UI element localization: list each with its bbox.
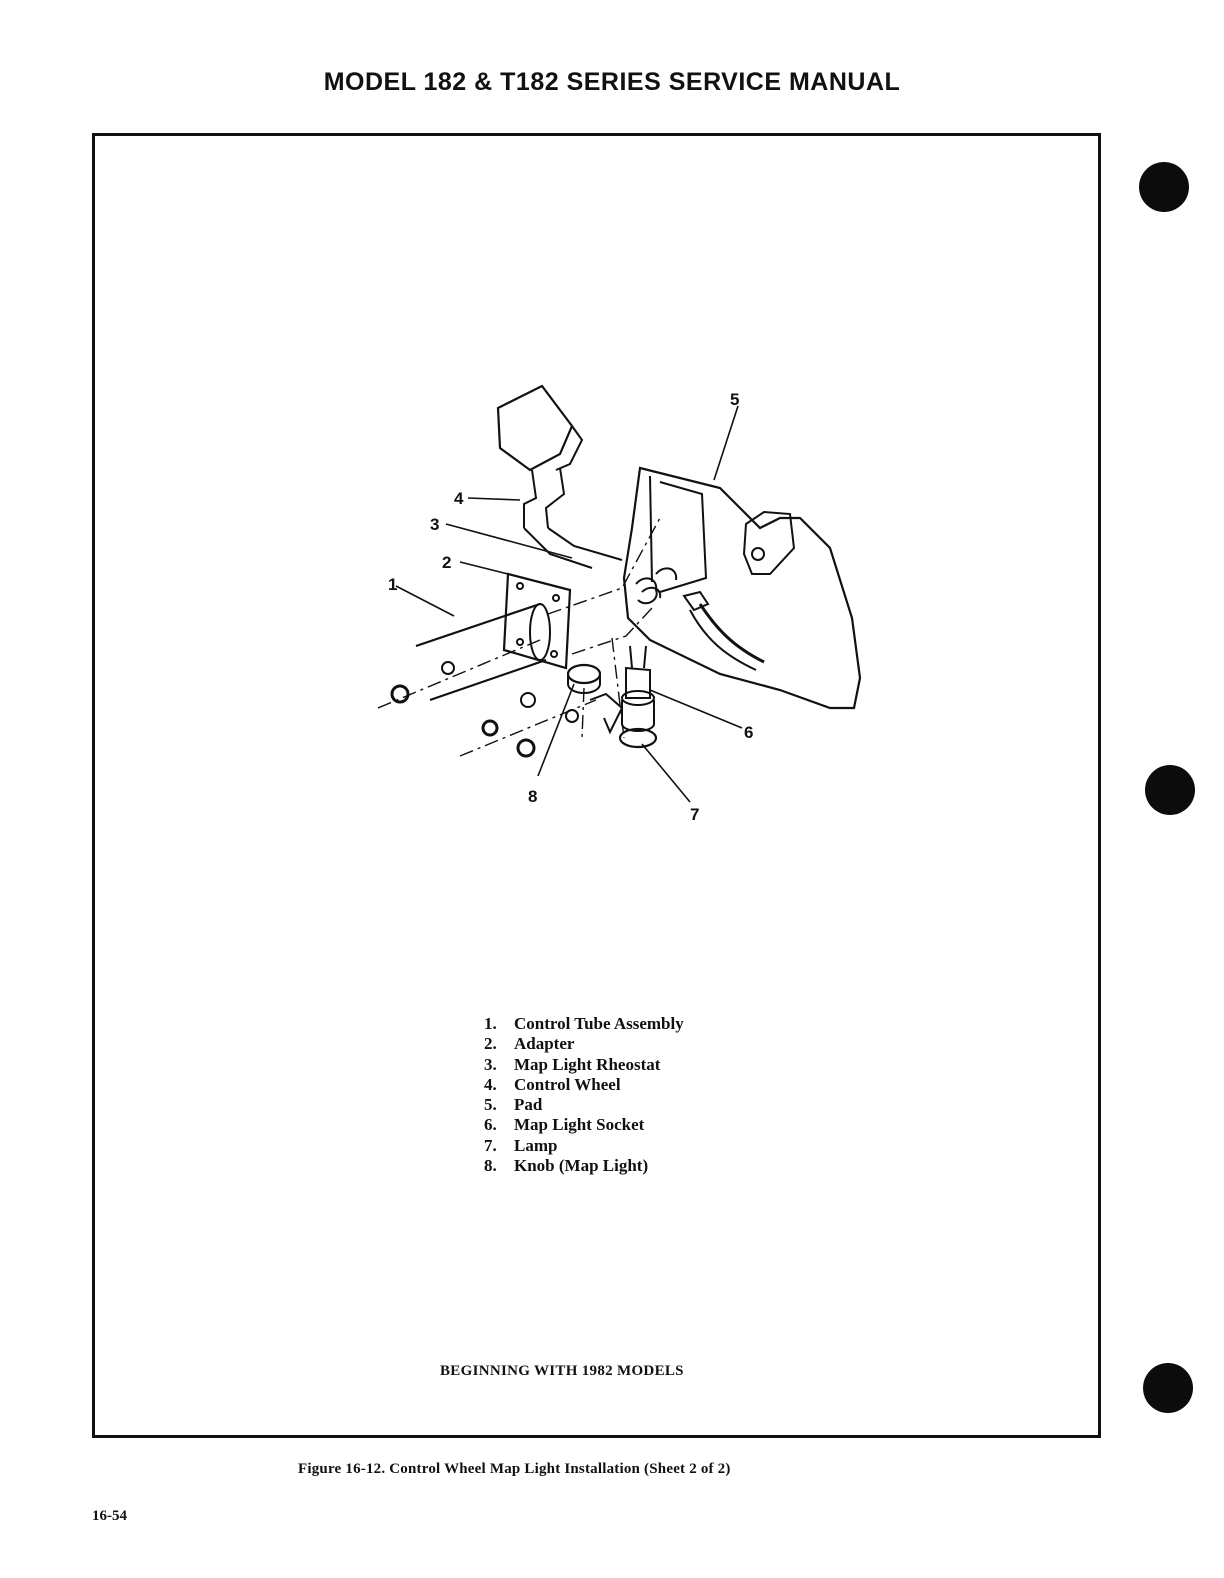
effectivity-note: BEGINNING WITH 1982 MODELS [440,1363,684,1379]
callout-7: 7 [690,805,700,824]
pad-outline [624,468,860,708]
legend-item: 7. Lamp [484,1135,558,1155]
figure-caption: Figure 16-12. Control Wheel Map Light Installation (Sheet 2 of 2) [298,1461,731,1477]
callout-1: 1 [388,575,398,594]
wheel-grip [498,386,572,470]
callout-4: 4 [454,489,464,508]
page-number: 16-54 [92,1508,127,1524]
callout-5: 5 [730,390,740,409]
callout-3: 3 [430,515,440,534]
legend-item: 1. Control Tube Assembly [484,1014,684,1033]
legend-item: 4. Control Wheel [484,1074,621,1094]
legend-item: 6. Map Light Socket [484,1115,645,1135]
callout-2: 2 [442,553,452,572]
legend-item: 5. Pad [484,1095,543,1115]
binder-hole-bottom [1143,1363,1193,1413]
rheostat-knob [568,665,600,683]
binder-hole-top [1139,162,1189,212]
legend-item: 2. Adapter [484,1034,575,1054]
manual-title: MODEL 182 & T182 SERIES SERVICE MANUAL [323,68,901,96]
legend-item: 8. Knob (Map Light) [484,1156,649,1176]
callout-6: 6 [744,723,754,742]
legend-item: 3. Map Light Rheostat [484,1054,661,1074]
parts-legend [484,1014,684,1176]
map-light-socket [626,668,650,698]
adapter-plate [504,574,570,668]
binder-hole-middle [1145,765,1195,815]
control-wheel-diagram [360,378,880,828]
callout-8: 8 [528,787,538,806]
